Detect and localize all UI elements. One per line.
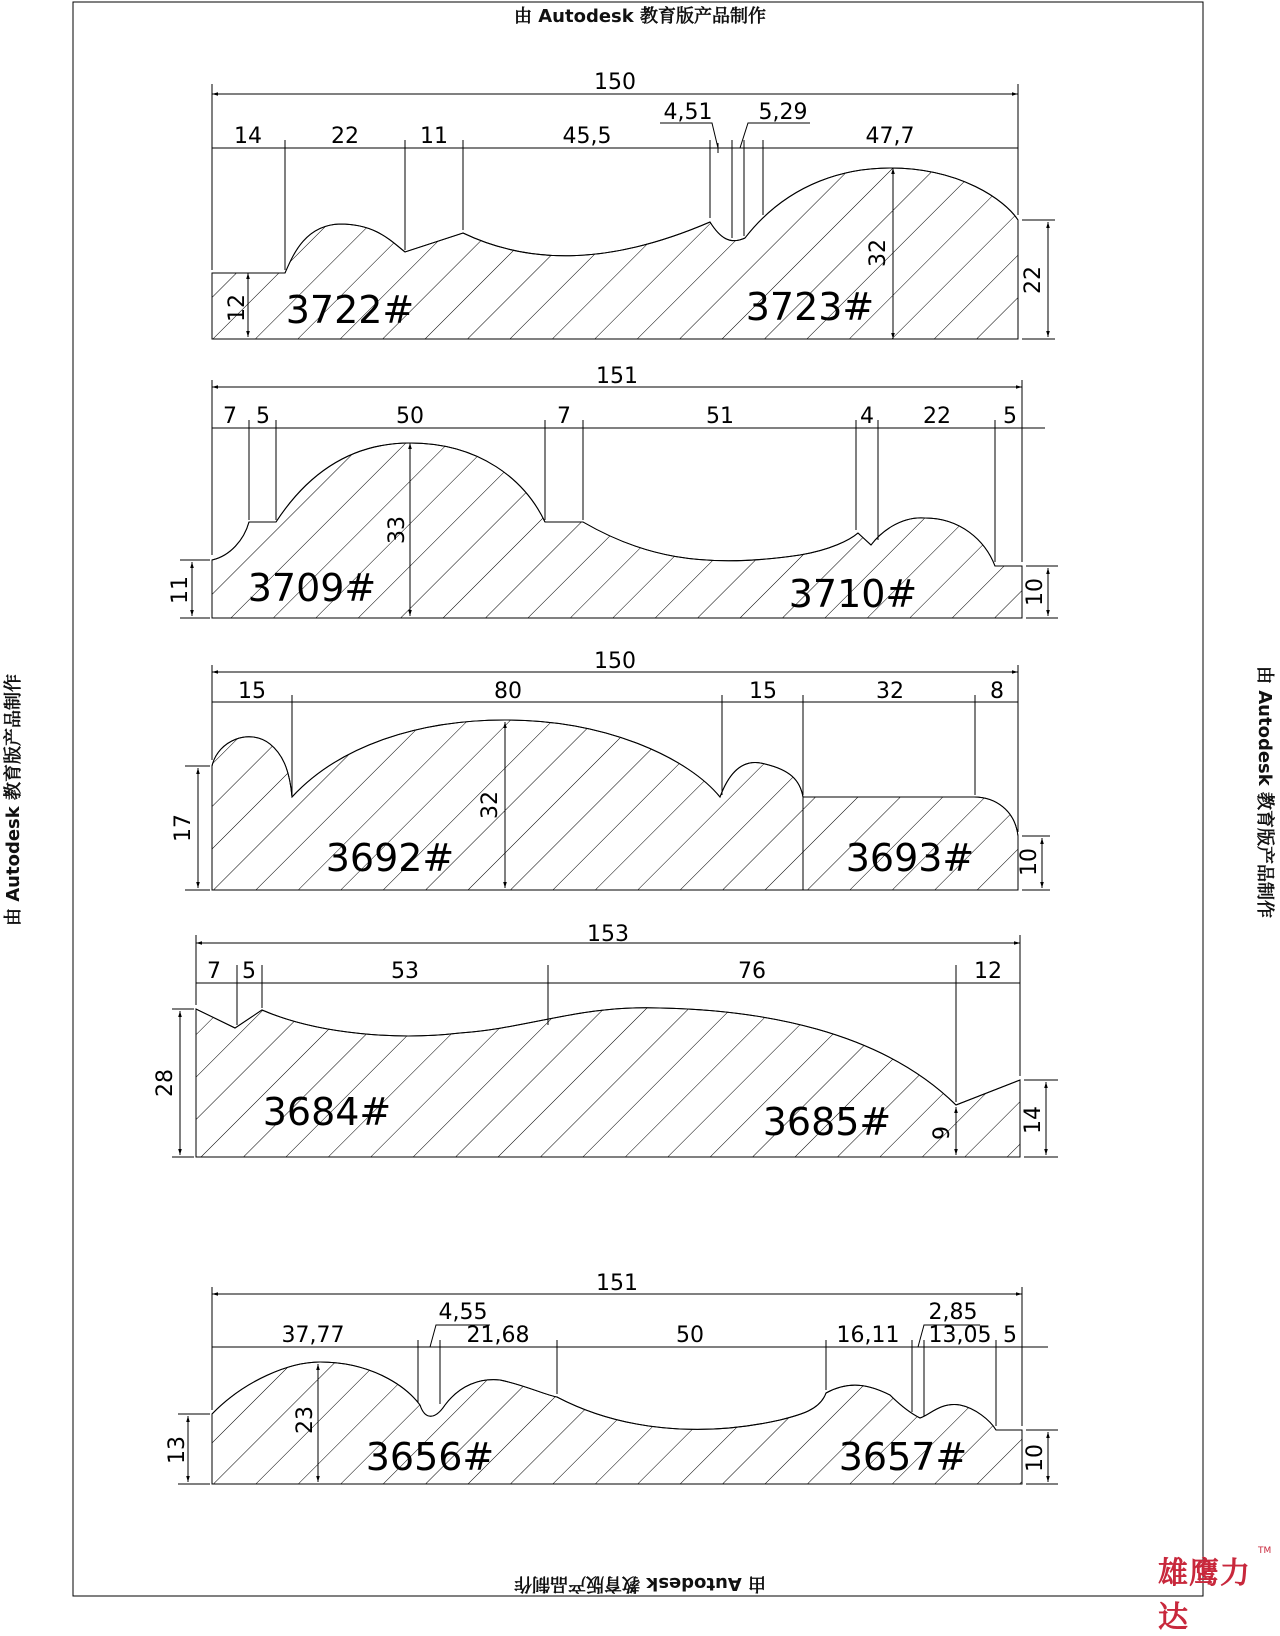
segment-label: 80 bbox=[494, 679, 522, 704]
segment-label: 53 bbox=[391, 959, 419, 984]
segment-label: 13,05 bbox=[928, 1323, 992, 1348]
segment-label: 5,29 bbox=[758, 100, 808, 125]
brand-logo: 雄鹰力达 bbox=[1158, 1556, 1251, 1635]
profile-code: 3684# bbox=[262, 1090, 392, 1134]
segment-label: 21,68 bbox=[466, 1323, 530, 1348]
height-label: 14 bbox=[1021, 1106, 1046, 1134]
profile-code: 3657# bbox=[838, 1435, 968, 1479]
height-label: 10 bbox=[1017, 848, 1042, 876]
profile-shape bbox=[196, 1008, 1020, 1157]
segment-label: 12 bbox=[974, 959, 1002, 984]
segment-label: 14 bbox=[234, 124, 262, 149]
height-label: 13 bbox=[165, 1436, 190, 1464]
profile-code: 3710# bbox=[788, 572, 918, 616]
segment-label: 51 bbox=[706, 404, 734, 429]
watermark-bottom: 由 Autodesk 教育版产品制作 bbox=[513, 1573, 767, 1594]
segment-label: 45,5 bbox=[562, 124, 612, 149]
height-label: 12 bbox=[225, 294, 250, 322]
segment-label: 4 bbox=[860, 404, 874, 429]
segment-label: 8 bbox=[990, 679, 1004, 704]
height-label: 22 bbox=[1021, 266, 1046, 294]
total-width-label: 150 bbox=[594, 70, 636, 95]
segment-label: 5 bbox=[242, 959, 256, 984]
watermark-left: 由 Autodesk 教育版产品制作 bbox=[3, 673, 24, 927]
height-label: 9 bbox=[930, 1126, 955, 1140]
profile-code: 3656# bbox=[365, 1435, 495, 1479]
segment-label: 5 bbox=[256, 404, 270, 429]
height-label: 10 bbox=[1023, 1444, 1048, 1472]
segment-label: 11 bbox=[420, 124, 448, 149]
profile-code: 3722# bbox=[285, 288, 415, 332]
height-label: 28 bbox=[153, 1069, 178, 1097]
segment-label: 47,7 bbox=[865, 124, 915, 149]
height-label: 32 bbox=[866, 239, 891, 267]
segment-label: 7 bbox=[207, 959, 221, 984]
segment-label: 5 bbox=[1003, 404, 1017, 429]
height-label: 10 bbox=[1023, 578, 1048, 606]
height-label: 33 bbox=[385, 516, 410, 544]
profile-code: 3693# bbox=[845, 836, 975, 880]
profile-code: 3709# bbox=[247, 566, 377, 610]
total-width-label: 153 bbox=[587, 922, 629, 947]
profile-code: 3692# bbox=[325, 836, 455, 880]
segment-label: 22 bbox=[331, 124, 359, 149]
segment-label: 50 bbox=[676, 1323, 704, 1348]
segment-label: 15 bbox=[749, 679, 777, 704]
total-width-label: 151 bbox=[596, 1271, 638, 1296]
height-label: 17 bbox=[171, 814, 196, 842]
segment-label: 22 bbox=[923, 404, 951, 429]
height-label: 32 bbox=[478, 791, 503, 819]
segment-label: 7 bbox=[557, 404, 571, 429]
watermark-right: 由 Autodesk 教育版产品制作 bbox=[1254, 665, 1275, 919]
profile-code: 3723# bbox=[745, 285, 875, 329]
segment-label: 5 bbox=[1003, 1323, 1017, 1348]
segment-label: 2,85 bbox=[928, 1300, 978, 1325]
segment-label: 15 bbox=[238, 679, 266, 704]
segment-label: 50 bbox=[396, 404, 424, 429]
watermark-top: 由 Autodesk 教育版产品制作 bbox=[513, 6, 767, 27]
brand-trademark: TM bbox=[1258, 1546, 1272, 1556]
height-label: 23 bbox=[293, 1406, 318, 1434]
segment-label: 16,11 bbox=[836, 1323, 900, 1348]
segment-label: 37,77 bbox=[281, 1323, 345, 1348]
segment-label: 32 bbox=[876, 679, 904, 704]
total-width-label: 150 bbox=[594, 649, 636, 674]
height-label: 11 bbox=[168, 576, 193, 604]
segment-label: 7 bbox=[223, 404, 237, 429]
segment-label: 4,55 bbox=[438, 1300, 488, 1325]
segment-label: 76 bbox=[738, 959, 766, 984]
total-width-label: 151 bbox=[596, 364, 638, 389]
profile-code: 3685# bbox=[762, 1100, 892, 1144]
segment-label: 4,51 bbox=[663, 100, 713, 125]
